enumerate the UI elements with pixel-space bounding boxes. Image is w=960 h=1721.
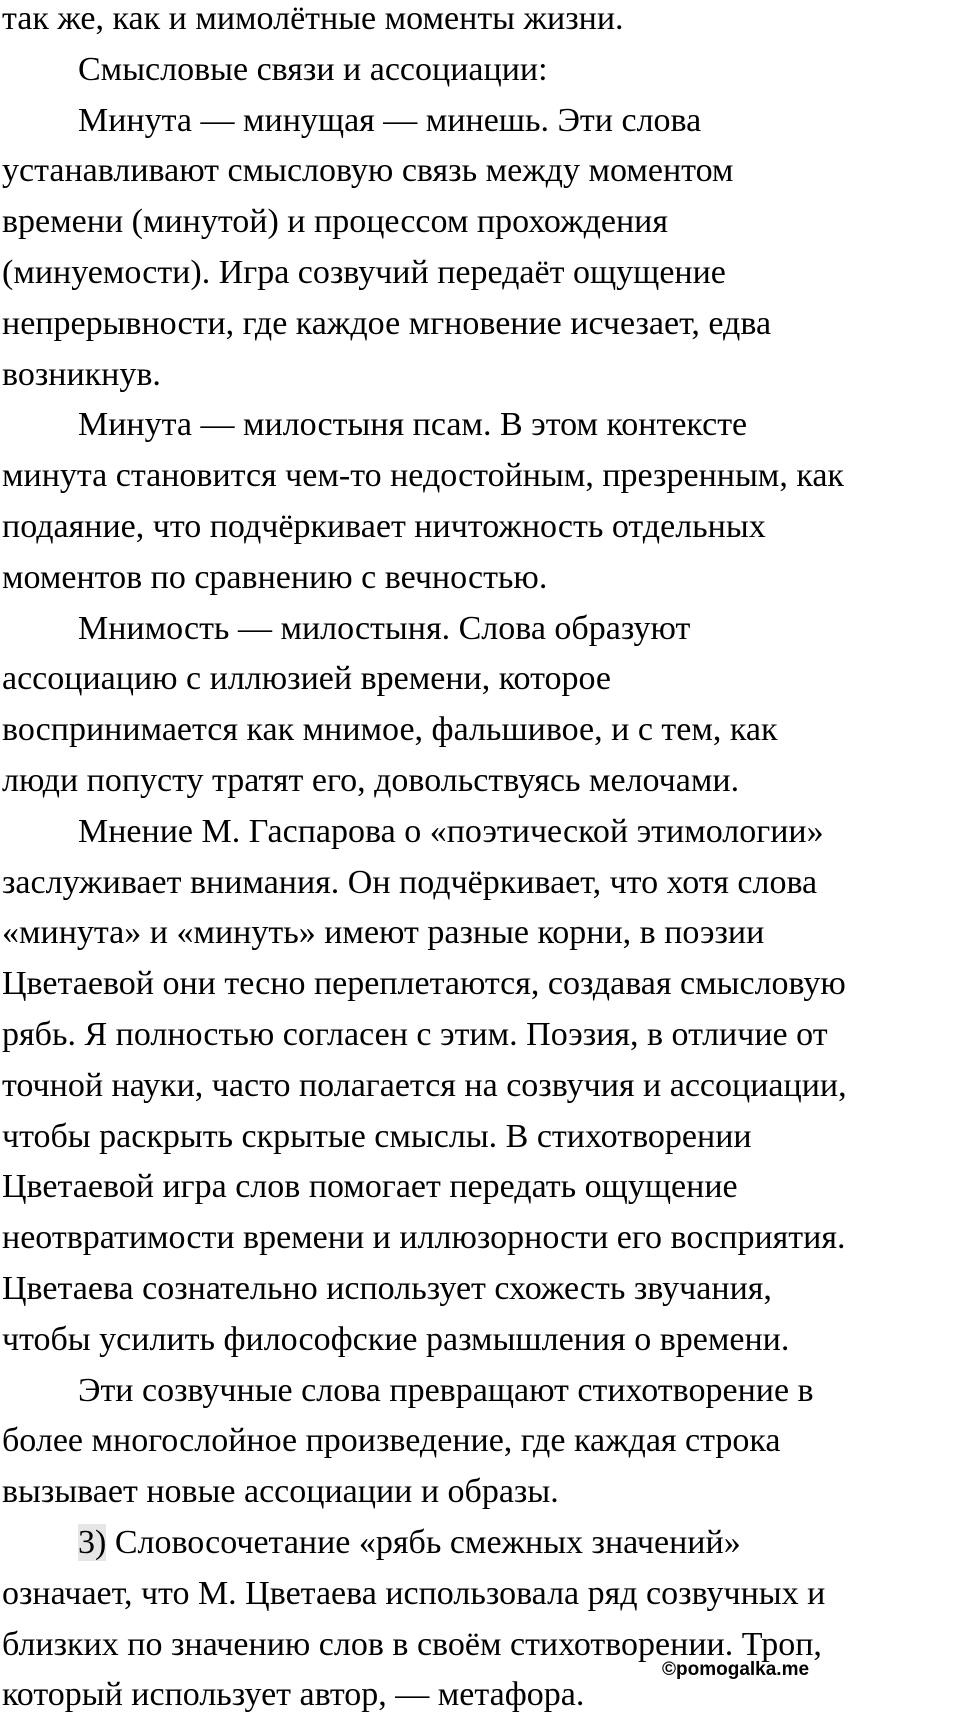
text-line: Минута — минущая — минешь. Эти слова — [78, 101, 702, 139]
section-3-first-line — [2, 1518, 960, 1569]
text-line: который использует автор, — метафора. — [2, 1676, 585, 1714]
text-line: Цветаева сознательно использует схожесть звучания, — [2, 1269, 772, 1307]
text-line: рябь. Я полностью согласен с этим. Поэзия, в отличие от — [2, 1015, 828, 1053]
text-line: вызывает новые ассоциации и образы. — [2, 1473, 559, 1511]
text-line: воспринимается как мнимое, фальшивое, и с тем, как — [2, 711, 778, 749]
text-line: более многослойное произведение, где каждая строка — [2, 1422, 781, 1460]
text-line: точной науки, часто полагается на созвучия и ассоциации, — [2, 1066, 847, 1104]
text-line: близких по значению слов в своём стихотворении. Троп, — [2, 1625, 822, 1663]
text-line: чтобы усилить философские размышления о времени. — [2, 1320, 790, 1358]
text-line: устанавливают смысловую связь между моментом — [2, 152, 734, 190]
text-line: ассоциацию с иллюзией времени, которое — [2, 660, 611, 698]
text-line: непрерывности, где каждое мгновение исчезает, едва — [2, 304, 772, 342]
text-line: подаяние, что подчёркивает ничтожность отдельных — [2, 507, 766, 545]
text-line: (минуемости). Игра созвучий передаёт ощущение — [2, 253, 726, 291]
section-3-text: Словосочетание «рябь смежных значений» — [106, 1523, 741, 1561]
text-line: чтобы раскрыть скрытые смыслы. В стихотворении — [2, 1117, 752, 1155]
section-number: 3) — [78, 1523, 107, 1561]
text-line: минута становится чем-то недостойным, презренным, как — [2, 457, 844, 495]
text-line: «минута» и «минуть» имеют разные корни, в поэзии — [2, 914, 765, 952]
text-line: неотвратимости времени и иллюзорности его восприятия. — [2, 1219, 846, 1257]
text-line: Цветаевой они тесно переплетаются, создавая смысловую — [2, 965, 846, 1003]
text-line: так же, как и мимолётные моменты жизни. — [2, 0, 624, 37]
text-line: Мнение М. Гаспарова о «поэтической этимологии» — [78, 812, 824, 850]
text-line: возникнув. — [2, 355, 161, 393]
text-line: Цветаевой игра слов помогает передать ощущение — [2, 1168, 738, 1206]
paragraph-heading: Смысловые связи и ассоциации: — [78, 50, 548, 88]
text-line: Мнимость — милостыня. Слова образуют — [78, 609, 691, 647]
text-line: моментов по сравнению с вечностью. — [2, 558, 548, 596]
text-line: времени (минутой) и процессом прохождения — [2, 203, 668, 241]
text-line: Эти созвучные слова превращают стихотворение в — [78, 1371, 814, 1409]
text-line: люди попусту тратят его, довольствуясь мелочами. — [2, 761, 740, 799]
text-line: означает, что М. Цветаева использовала ряд созвучных и — [2, 1574, 826, 1612]
watermark: ©pomogalka.me — [662, 1659, 810, 1680]
text-line: Минута — милостыня псам. В этом контексте — [78, 406, 748, 444]
text-line: заслуживает внимания. Он подчёркивает, что хотя слова — [2, 863, 818, 901]
document-text — [2, 0, 960, 1721]
